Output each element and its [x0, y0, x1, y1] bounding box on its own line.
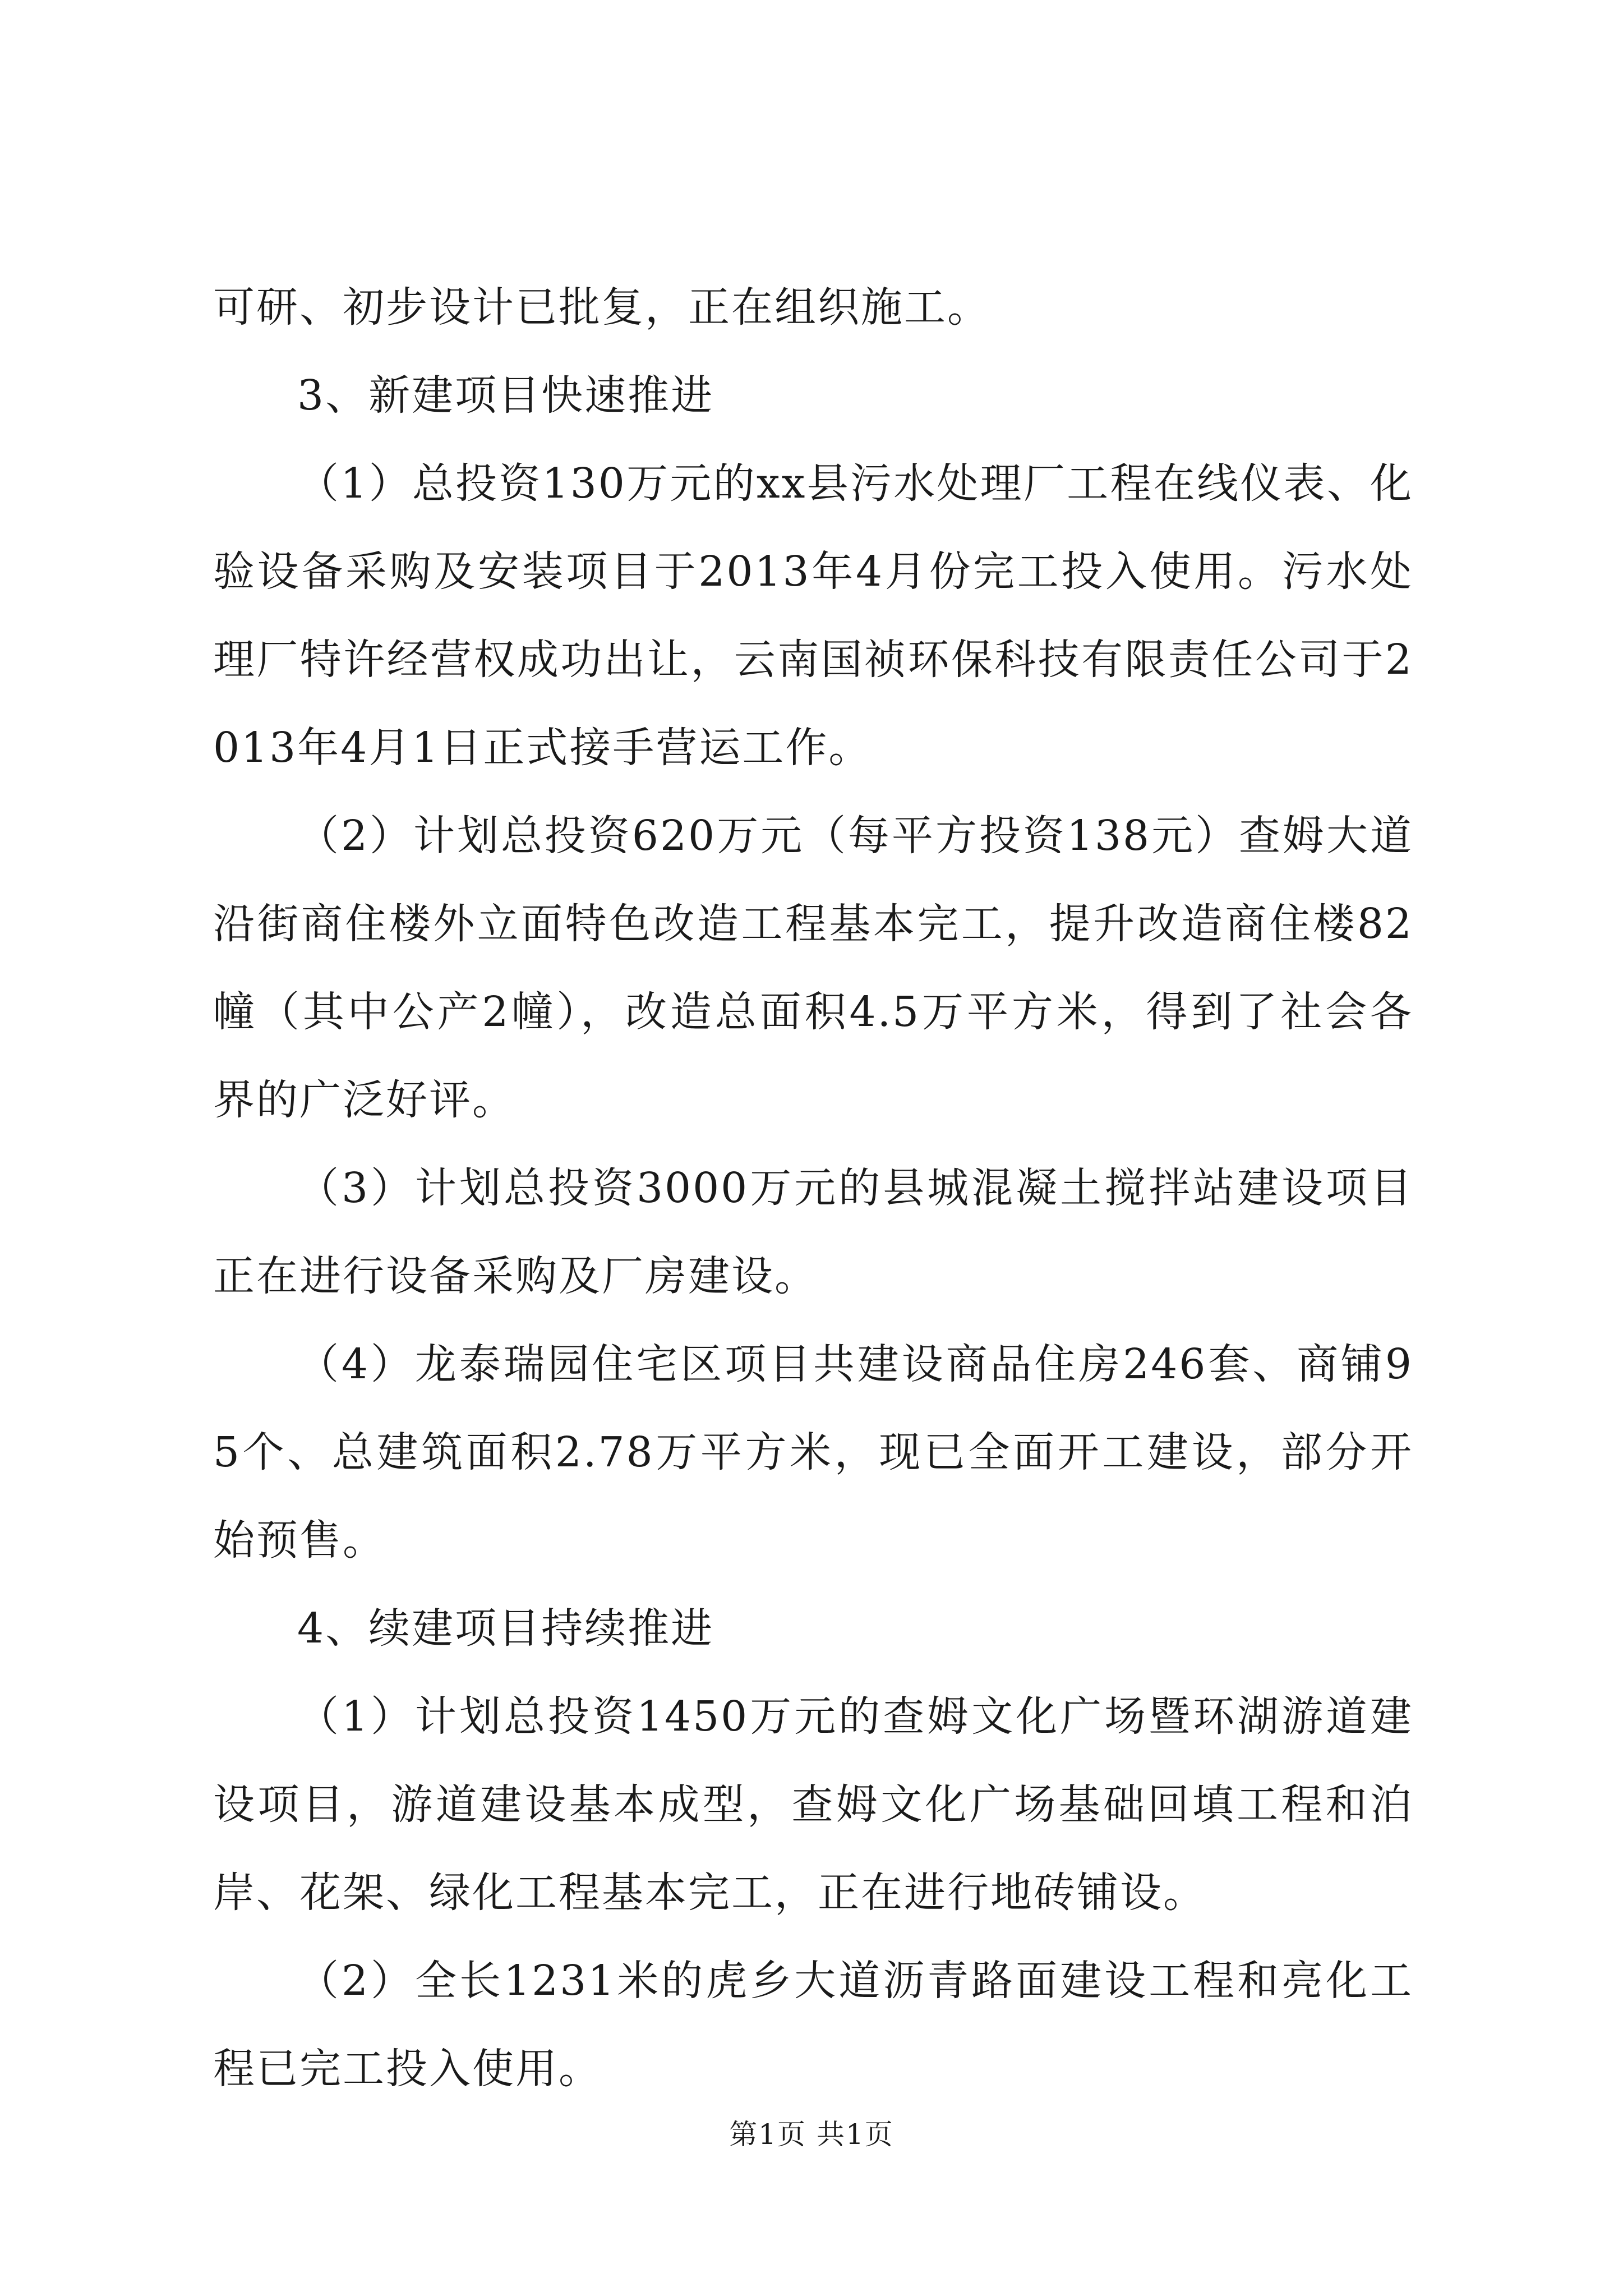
- section-heading-new-projects: 3、新建项目快速推进: [297, 371, 714, 420]
- paragraph-new-project-2: （2）计划总投资620万元（每平方投资138元）查姆大道沿街商住楼外立面特色改造工程基本完工，提升改造商住楼82幢（其中公产2幢），改造总面积4.5万平方米，得到了社会各界的广泛好评。: [213, 812, 1413, 1124]
- paragraph-continued-project-2: （2）全长1231米的虎乡大道沥青路面建设工程和亮化工程已完工投入使用。: [213, 1957, 1413, 2093]
- document-body: [213, 264, 1413, 2113]
- paragraph-new-project-3: （3）计划总投资3000万元的县城混凝土搅拌站建设项目正在进行设备采购及厂房建设。: [213, 1164, 1413, 1300]
- paragraph-new-project-1: （1）总投资130万元的xx县污水处理厂工程在线仪表、化验设备采购及安装项目于2013年4月份完工投入使用。污水处理厂特许经营权成功出让，云南国祯环保科技有限责任公司于2013年4月1日正式接手营运工作。: [213, 459, 1413, 772]
- page-footer: 第1页 共1页: [729, 2118, 894, 2151]
- section-heading-continued-projects: 4、续建项目持续推进: [297, 1604, 714, 1653]
- paragraph-continued-project-1: （1）计划总投资1450万元的查姆文化广场暨环湖游道建设项目，游道建设基本成型，查姆文化广场基础回填工程和泊岸、花架、绿化工程基本完工，正在进行地砖铺设。: [213, 1692, 1413, 1917]
- paragraph-continuation: 可研、初步设计已批复，正在组织施工。: [213, 283, 990, 332]
- paragraph-new-project-4: （4）龙泰瑞园住宅区项目共建设商品住房246套、商铺95个、总建筑面积2.78万平方米，现已全面开工建设，部分开始预售。: [213, 1340, 1413, 1565]
